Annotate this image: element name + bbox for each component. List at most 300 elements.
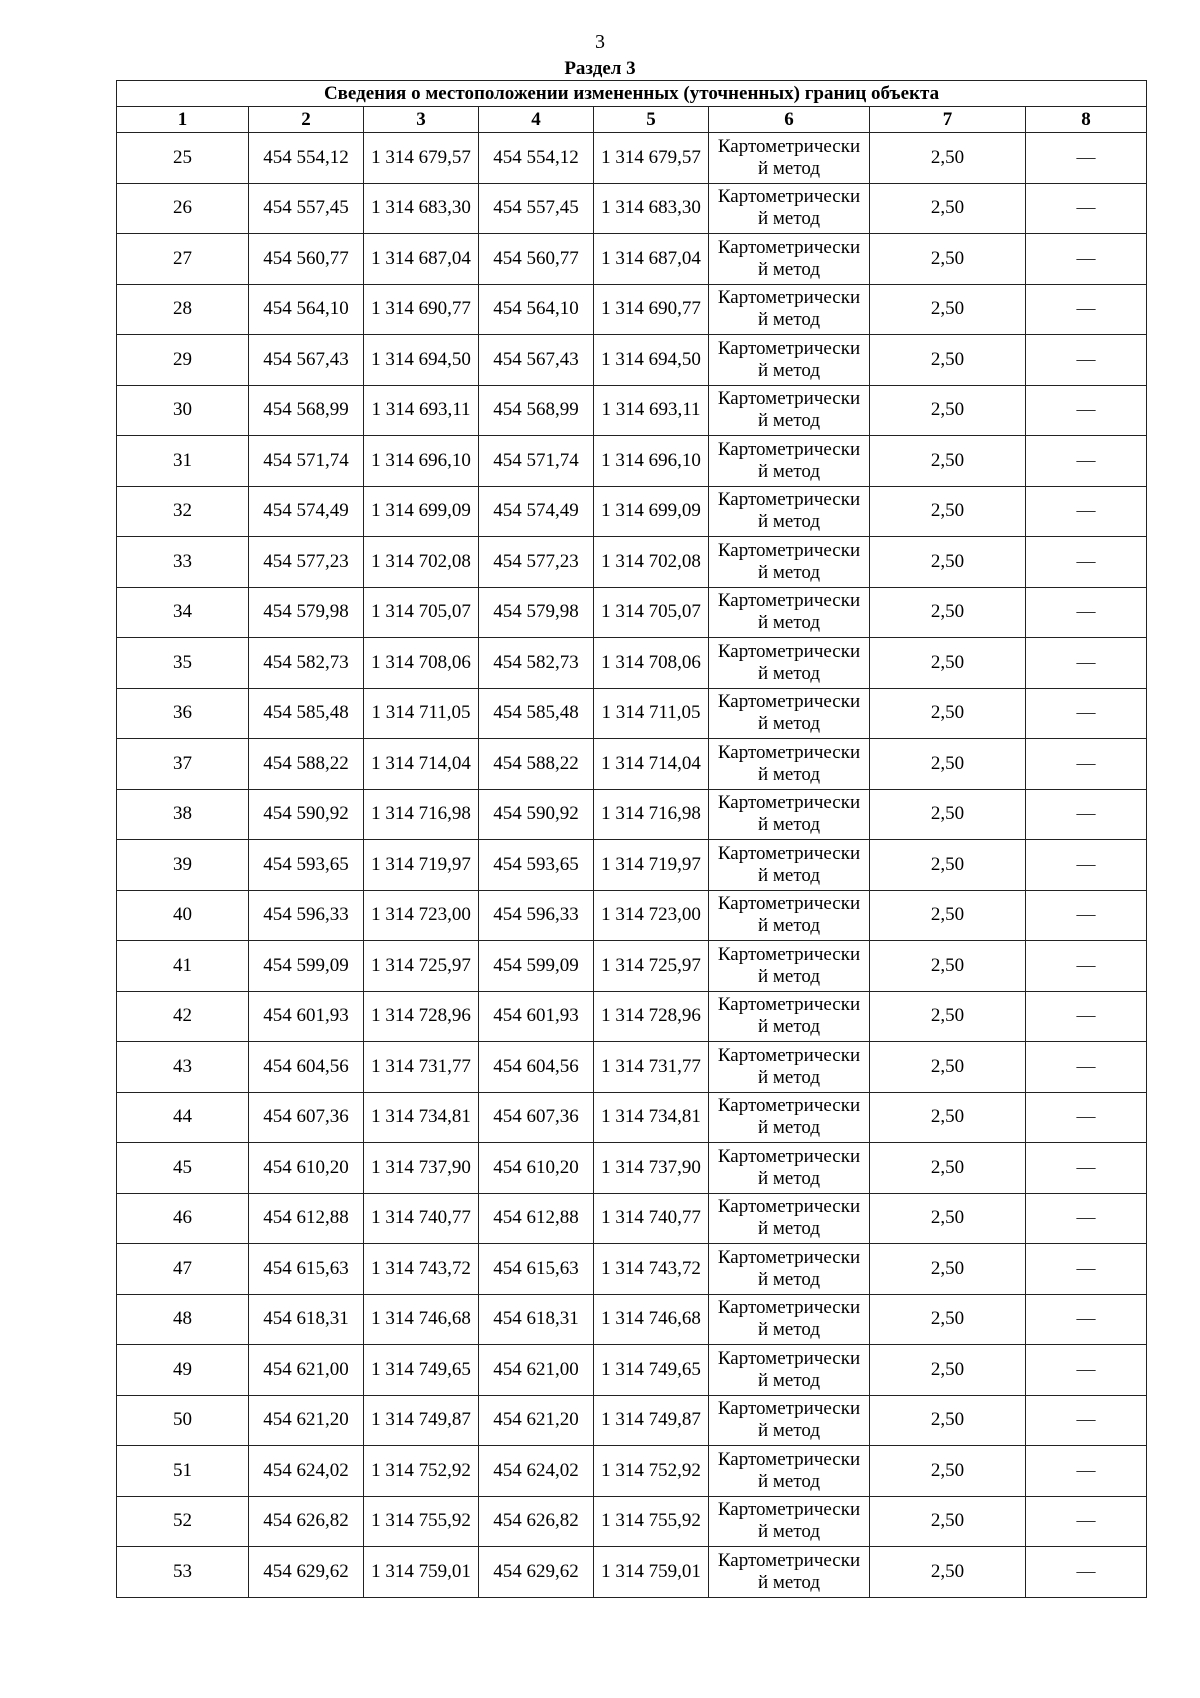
column-number: 2 [249, 107, 364, 133]
point-number-cell: 43 [117, 1042, 249, 1093]
method-line: й метод [757, 1268, 821, 1290]
existing-x-cell: 454 607,36 [249, 1092, 364, 1143]
table-row [117, 1395, 1147, 1446]
method-cell [709, 486, 870, 537]
existing-x-cell: 454 588,22 [249, 739, 364, 790]
existing-y-cell: 1 314 696,10 [364, 436, 479, 487]
point-number-cell: 28 [117, 284, 249, 335]
new-x-cell: 454 564,10 [479, 284, 594, 335]
accuracy-cell: 2,50 [870, 183, 1026, 234]
table-row [117, 890, 1147, 941]
existing-x-cell: 454 601,93 [249, 991, 364, 1042]
existing-x-cell: 454 604,56 [249, 1042, 364, 1093]
point-number-cell: 48 [117, 1294, 249, 1345]
method-cell [709, 1547, 870, 1598]
method-cell [709, 1294, 870, 1345]
accuracy-cell: 2,50 [870, 234, 1026, 285]
new-y-cell: 1 314 696,10 [594, 436, 709, 487]
method-cell [709, 688, 870, 739]
new-x-cell: 454 593,65 [479, 840, 594, 891]
accuracy-cell: 2,50 [870, 1395, 1026, 1446]
table-row [117, 183, 1147, 234]
existing-x-cell: 454 585,48 [249, 688, 364, 739]
accuracy-cell: 2,50 [870, 1496, 1026, 1547]
method-cell [709, 537, 870, 588]
column-number: 8 [1026, 107, 1147, 133]
existing-x-cell: 454 610,20 [249, 1143, 364, 1194]
point-number-cell: 27 [117, 234, 249, 285]
method-cell [709, 1345, 870, 1396]
new-y-cell: 1 314 702,08 [594, 537, 709, 588]
existing-x-cell: 454 596,33 [249, 890, 364, 941]
existing-x-cell: 454 560,77 [249, 234, 364, 285]
method-cell [709, 1092, 870, 1143]
new-y-cell: 1 314 711,05 [594, 688, 709, 739]
existing-y-cell: 1 314 752,92 [364, 1446, 479, 1497]
point-number-cell: 41 [117, 941, 249, 992]
new-y-cell: 1 314 699,09 [594, 486, 709, 537]
existing-x-cell: 454 626,82 [249, 1496, 364, 1547]
new-y-cell: 1 314 683,30 [594, 183, 709, 234]
note-cell: — [1026, 587, 1147, 638]
new-x-cell: 454 615,63 [479, 1244, 594, 1295]
existing-y-cell: 1 314 714,04 [364, 739, 479, 790]
method-line: Картометрически [717, 1044, 861, 1066]
method-line: Картометрически [717, 842, 861, 864]
new-x-cell: 454 618,31 [479, 1294, 594, 1345]
new-x-cell: 454 582,73 [479, 638, 594, 689]
method-line: Картометрически [717, 792, 861, 814]
method-line: й метод [757, 359, 821, 381]
table-row [117, 688, 1147, 739]
existing-y-cell: 1 314 749,87 [364, 1395, 479, 1446]
boundary-coordinates-table [116, 80, 1147, 1598]
accuracy-cell: 2,50 [870, 1193, 1026, 1244]
table-row [117, 385, 1147, 436]
new-x-cell: 454 574,49 [479, 486, 594, 537]
table-row [117, 587, 1147, 638]
existing-y-cell: 1 314 702,08 [364, 537, 479, 588]
table-row [117, 739, 1147, 790]
method-line: й метод [757, 713, 821, 735]
point-number-cell: 45 [117, 1143, 249, 1194]
table-row [117, 638, 1147, 689]
new-y-cell: 1 314 690,77 [594, 284, 709, 335]
method-cell [709, 890, 870, 941]
table-row [117, 789, 1147, 840]
table-row [117, 1042, 1147, 1093]
existing-y-cell: 1 314 731,77 [364, 1042, 479, 1093]
accuracy-cell: 2,50 [870, 1547, 1026, 1598]
existing-y-cell: 1 314 705,07 [364, 587, 479, 638]
existing-x-cell: 454 593,65 [249, 840, 364, 891]
point-number-cell: 25 [117, 133, 249, 184]
note-cell: — [1026, 436, 1147, 487]
method-cell [709, 638, 870, 689]
point-number-cell: 50 [117, 1395, 249, 1446]
method-line: й метод [757, 1420, 821, 1442]
note-cell: — [1026, 486, 1147, 537]
method-cell [709, 1042, 870, 1093]
method-line: Картометрически [717, 590, 861, 612]
accuracy-cell: 2,50 [870, 335, 1026, 386]
point-number-cell: 34 [117, 587, 249, 638]
table-row [117, 133, 1147, 184]
table-row [117, 335, 1147, 386]
method-line: Картометрически [717, 640, 861, 662]
note-cell: — [1026, 890, 1147, 941]
new-y-cell: 1 314 693,11 [594, 385, 709, 436]
column-number: 4 [479, 107, 594, 133]
existing-x-cell: 454 568,99 [249, 385, 364, 436]
note-cell: — [1026, 638, 1147, 689]
new-x-cell: 454 601,93 [479, 991, 594, 1042]
existing-y-cell: 1 314 687,04 [364, 234, 479, 285]
method-line: Картометрически [717, 388, 861, 410]
existing-y-cell: 1 314 746,68 [364, 1294, 479, 1345]
method-line: й метод [757, 157, 821, 179]
method-line: Картометрически [717, 741, 861, 763]
new-x-cell: 454 568,99 [479, 385, 594, 436]
note-cell: — [1026, 284, 1147, 335]
existing-y-cell: 1 314 728,96 [364, 991, 479, 1042]
method-line: й метод [757, 763, 821, 785]
method-line: Картометрически [717, 135, 861, 157]
existing-x-cell: 454 557,45 [249, 183, 364, 234]
existing-x-cell: 454 567,43 [249, 335, 364, 386]
new-y-cell: 1 314 694,50 [594, 335, 709, 386]
method-line: й метод [757, 1571, 821, 1593]
method-line: Картометрически [717, 1297, 861, 1319]
new-y-cell: 1 314 759,01 [594, 1547, 709, 1598]
existing-x-cell: 454 624,02 [249, 1446, 364, 1497]
new-x-cell: 454 590,92 [479, 789, 594, 840]
point-number-cell: 47 [117, 1244, 249, 1295]
existing-x-cell: 454 574,49 [249, 486, 364, 537]
accuracy-cell: 2,50 [870, 991, 1026, 1042]
method-line: й метод [757, 1470, 821, 1492]
new-y-cell: 1 314 749,87 [594, 1395, 709, 1446]
method-line: Картометрически [717, 1196, 861, 1218]
point-number-cell: 42 [117, 991, 249, 1042]
point-number-cell: 38 [117, 789, 249, 840]
method-cell [709, 739, 870, 790]
table-row [117, 840, 1147, 891]
point-number-cell: 53 [117, 1547, 249, 1598]
existing-x-cell: 454 571,74 [249, 436, 364, 487]
table-row [117, 941, 1147, 992]
existing-x-cell: 454 615,63 [249, 1244, 364, 1295]
table-body [117, 133, 1147, 1598]
method-line: Картометрически [717, 1549, 861, 1571]
method-cell [709, 234, 870, 285]
page-number: 3 [595, 31, 605, 53]
new-x-cell: 454 612,88 [479, 1193, 594, 1244]
column-number: 3 [364, 107, 479, 133]
new-y-cell: 1 314 687,04 [594, 234, 709, 285]
note-cell: — [1026, 335, 1147, 386]
point-number-cell: 46 [117, 1193, 249, 1244]
method-line: Картометрически [717, 489, 861, 511]
column-number-row [117, 107, 1147, 133]
method-line: й метод [757, 1319, 821, 1341]
note-cell: — [1026, 1143, 1147, 1194]
method-cell [709, 133, 870, 184]
method-cell [709, 183, 870, 234]
new-y-cell: 1 314 723,00 [594, 890, 709, 941]
accuracy-cell: 2,50 [870, 1446, 1026, 1497]
method-line: й метод [757, 460, 821, 482]
method-cell [709, 284, 870, 335]
existing-x-cell: 454 579,98 [249, 587, 364, 638]
method-line: й метод [757, 1066, 821, 1088]
accuracy-cell: 2,50 [870, 1042, 1026, 1093]
existing-y-cell: 1 314 743,72 [364, 1244, 479, 1295]
method-cell [709, 991, 870, 1042]
point-number-cell: 36 [117, 688, 249, 739]
method-line: й метод [757, 662, 821, 684]
method-cell [709, 1244, 870, 1295]
method-cell [709, 1395, 870, 1446]
existing-y-cell: 1 314 755,92 [364, 1496, 479, 1547]
method-cell [709, 789, 870, 840]
existing-y-cell: 1 314 749,65 [364, 1345, 479, 1396]
point-number-cell: 52 [117, 1496, 249, 1547]
accuracy-cell: 2,50 [870, 941, 1026, 992]
accuracy-cell: 2,50 [870, 486, 1026, 537]
existing-x-cell: 454 612,88 [249, 1193, 364, 1244]
table-row [117, 1547, 1147, 1598]
note-cell: — [1026, 1193, 1147, 1244]
section-title: Раздел 3 [564, 58, 636, 79]
accuracy-cell: 2,50 [870, 1294, 1026, 1345]
point-number-cell: 32 [117, 486, 249, 537]
accuracy-cell: 2,50 [870, 133, 1026, 184]
table-row [117, 1446, 1147, 1497]
method-line: Картометрически [717, 1448, 861, 1470]
method-line: й метод [757, 511, 821, 533]
method-line: Картометрически [717, 691, 861, 713]
new-y-cell: 1 314 679,57 [594, 133, 709, 184]
method-line: й метод [757, 915, 821, 937]
point-number-cell: 44 [117, 1092, 249, 1143]
existing-y-cell: 1 314 699,09 [364, 486, 479, 537]
note-cell: — [1026, 991, 1147, 1042]
table-row [117, 486, 1147, 537]
existing-y-cell: 1 314 759,01 [364, 1547, 479, 1598]
existing-y-cell: 1 314 679,57 [364, 133, 479, 184]
new-x-cell: 454 554,12 [479, 133, 594, 184]
column-number: 6 [709, 107, 870, 133]
new-y-cell: 1 314 714,04 [594, 739, 709, 790]
accuracy-cell: 2,50 [870, 537, 1026, 588]
new-x-cell: 454 610,20 [479, 1143, 594, 1194]
existing-x-cell: 454 564,10 [249, 284, 364, 335]
new-x-cell: 454 557,45 [479, 183, 594, 234]
method-line: Картометрически [717, 1246, 861, 1268]
new-x-cell: 454 604,56 [479, 1042, 594, 1093]
method-line: й метод [757, 258, 821, 280]
note-cell: — [1026, 1244, 1147, 1295]
point-number-cell: 30 [117, 385, 249, 436]
accuracy-cell: 2,50 [870, 436, 1026, 487]
accuracy-cell: 2,50 [870, 739, 1026, 790]
method-line: Картометрически [717, 1398, 861, 1420]
accuracy-cell: 2,50 [870, 890, 1026, 941]
table-row [117, 1244, 1147, 1295]
note-cell: — [1026, 1496, 1147, 1547]
method-line: Картометрически [717, 1095, 861, 1117]
existing-y-cell: 1 314 737,90 [364, 1143, 479, 1194]
accuracy-cell: 2,50 [870, 688, 1026, 739]
existing-y-cell: 1 314 723,00 [364, 890, 479, 941]
new-y-cell: 1 314 746,68 [594, 1294, 709, 1345]
method-line: Картометрически [717, 1347, 861, 1369]
method-line: й метод [757, 1167, 821, 1189]
note-cell: — [1026, 234, 1147, 285]
table-row [117, 284, 1147, 335]
existing-y-cell: 1 314 694,50 [364, 335, 479, 386]
table-row [117, 537, 1147, 588]
accuracy-cell: 2,50 [870, 789, 1026, 840]
method-cell [709, 840, 870, 891]
new-y-cell: 1 314 731,77 [594, 1042, 709, 1093]
note-cell: — [1026, 1345, 1147, 1396]
note-cell: — [1026, 1042, 1147, 1093]
method-line: Картометрически [717, 438, 861, 460]
column-number: 5 [594, 107, 709, 133]
existing-y-cell: 1 314 711,05 [364, 688, 479, 739]
accuracy-cell: 2,50 [870, 1345, 1026, 1396]
new-y-cell: 1 314 743,72 [594, 1244, 709, 1295]
new-y-cell: 1 314 734,81 [594, 1092, 709, 1143]
method-line: й метод [757, 612, 821, 634]
new-x-cell: 454 599,09 [479, 941, 594, 992]
accuracy-cell: 2,50 [870, 1244, 1026, 1295]
method-line: й метод [757, 208, 821, 230]
new-x-cell: 454 571,74 [479, 436, 594, 487]
method-line: Картометрически [717, 186, 861, 208]
existing-y-cell: 1 314 708,06 [364, 638, 479, 689]
point-number-cell: 33 [117, 537, 249, 588]
column-number: 1 [117, 107, 249, 133]
existing-y-cell: 1 314 725,97 [364, 941, 479, 992]
new-x-cell: 454 626,82 [479, 1496, 594, 1547]
existing-y-cell: 1 314 719,97 [364, 840, 479, 891]
method-line: й метод [757, 1117, 821, 1139]
point-number-cell: 51 [117, 1446, 249, 1497]
accuracy-cell: 2,50 [870, 284, 1026, 335]
table-caption: Сведения о местоположении измененных (уточненных) границ объекта [117, 81, 1147, 107]
point-number-cell: 31 [117, 436, 249, 487]
new-x-cell: 454 596,33 [479, 890, 594, 941]
method-line: Картометрически [717, 337, 861, 359]
method-line: й метод [757, 814, 821, 836]
new-x-cell: 454 567,43 [479, 335, 594, 386]
note-cell: — [1026, 1395, 1147, 1446]
point-number-cell: 40 [117, 890, 249, 941]
table-row [117, 1294, 1147, 1345]
existing-y-cell: 1 314 716,98 [364, 789, 479, 840]
method-cell [709, 941, 870, 992]
new-y-cell: 1 314 737,90 [594, 1143, 709, 1194]
existing-x-cell: 454 618,31 [249, 1294, 364, 1345]
note-cell: — [1026, 1294, 1147, 1345]
method-cell [709, 385, 870, 436]
note-cell: — [1026, 1446, 1147, 1497]
new-y-cell: 1 314 719,97 [594, 840, 709, 891]
table-row [117, 234, 1147, 285]
method-line: Картометрически [717, 287, 861, 309]
method-line: й метод [757, 1369, 821, 1391]
existing-y-cell: 1 314 734,81 [364, 1092, 479, 1143]
new-x-cell: 454 624,02 [479, 1446, 594, 1497]
existing-y-cell: 1 314 693,11 [364, 385, 479, 436]
new-x-cell: 454 585,48 [479, 688, 594, 739]
note-cell: — [1026, 133, 1147, 184]
method-line: й метод [757, 309, 821, 331]
existing-x-cell: 454 621,00 [249, 1345, 364, 1396]
new-x-cell: 454 629,62 [479, 1547, 594, 1598]
new-x-cell: 454 607,36 [479, 1092, 594, 1143]
existing-x-cell: 454 582,73 [249, 638, 364, 689]
method-line: й метод [757, 965, 821, 987]
note-cell: — [1026, 1547, 1147, 1598]
method-line: Картометрически [717, 539, 861, 561]
accuracy-cell: 2,50 [870, 1143, 1026, 1194]
new-y-cell: 1 314 740,77 [594, 1193, 709, 1244]
method-line: Картометрически [717, 1145, 861, 1167]
note-cell: — [1026, 941, 1147, 992]
method-line: й метод [757, 561, 821, 583]
method-line: Картометрически [717, 1499, 861, 1521]
existing-x-cell: 454 599,09 [249, 941, 364, 992]
new-y-cell: 1 314 708,06 [594, 638, 709, 689]
new-y-cell: 1 314 728,96 [594, 991, 709, 1042]
method-cell [709, 1496, 870, 1547]
table-row [117, 1496, 1147, 1547]
method-line: й метод [757, 864, 821, 886]
method-line: Картометрически [717, 994, 861, 1016]
new-y-cell: 1 314 755,92 [594, 1496, 709, 1547]
accuracy-cell: 2,50 [870, 385, 1026, 436]
note-cell: — [1026, 183, 1147, 234]
new-y-cell: 1 314 716,98 [594, 789, 709, 840]
method-cell [709, 335, 870, 386]
new-y-cell: 1 314 752,92 [594, 1446, 709, 1497]
method-line: Картометрически [717, 893, 861, 915]
point-number-cell: 37 [117, 739, 249, 790]
note-cell: — [1026, 537, 1147, 588]
existing-x-cell: 454 629,62 [249, 1547, 364, 1598]
note-cell: — [1026, 1092, 1147, 1143]
new-x-cell: 454 560,77 [479, 234, 594, 285]
new-y-cell: 1 314 725,97 [594, 941, 709, 992]
existing-y-cell: 1 314 690,77 [364, 284, 479, 335]
method-cell [709, 436, 870, 487]
point-number-cell: 35 [117, 638, 249, 689]
method-line: Картометрически [717, 943, 861, 965]
table-row [117, 1092, 1147, 1143]
new-x-cell: 454 621,20 [479, 1395, 594, 1446]
table-row [117, 1345, 1147, 1396]
note-cell: — [1026, 789, 1147, 840]
new-y-cell: 1 314 705,07 [594, 587, 709, 638]
existing-x-cell: 454 621,20 [249, 1395, 364, 1446]
note-cell: — [1026, 688, 1147, 739]
table-row [117, 1193, 1147, 1244]
existing-x-cell: 454 577,23 [249, 537, 364, 588]
